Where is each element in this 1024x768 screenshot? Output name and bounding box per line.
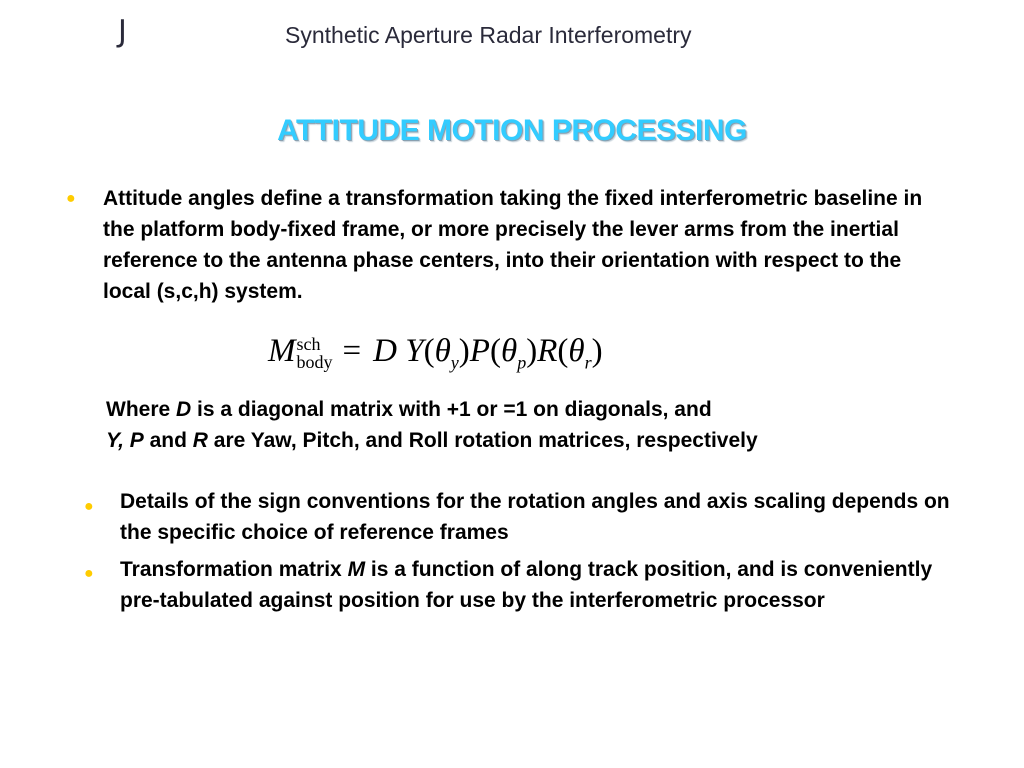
- bullet-icon: ●: [66, 190, 76, 207]
- slide-title: ATTITUDE MOTION PROCESSING: [277, 114, 747, 147]
- equation: [268, 333, 603, 374]
- eq-equals: =: [342, 333, 362, 369]
- eq-P: P: [469, 333, 490, 369]
- eq-open-1: (: [423, 333, 435, 369]
- eq-sub-r: r: [584, 352, 592, 373]
- note-line-2: Y, P and R are Yaw, Pitch, and Roll rotation matrices, respectively: [106, 429, 758, 452]
- eq-sub-body: body: [296, 352, 333, 373]
- eq-close-1: ): [458, 333, 470, 369]
- note-line-1: Where D is a diagonal matrix with +1 or =1 on diagonals, and: [106, 398, 712, 421]
- eq-Y: Y: [405, 333, 424, 369]
- eq-D: D: [373, 333, 397, 369]
- bullet-text-2: Details of the sign conventions for the rotation angles and axis scaling depends on the specific choice of reference frames: [120, 490, 950, 544]
- eq-M: M: [268, 333, 296, 369]
- logo: J: [118, 14, 127, 49]
- eq-open-3: (: [557, 333, 569, 369]
- equation-note: [106, 394, 956, 456]
- eq-theta-2: θ: [500, 333, 518, 369]
- header-title: Synthetic Aperture Radar Interferometry: [285, 22, 692, 48]
- bullet-icon: ●: [84, 565, 94, 582]
- bullet-text-3: Transformation matrix M is a function of along track position, and is conveniently pre-tabulated against position for use by the interferometric processor: [120, 558, 933, 612]
- bullet-icon: ●: [84, 498, 94, 515]
- eq-sub-p: p: [517, 352, 527, 373]
- eq-open-2: (: [489, 333, 501, 369]
- eq-close-2: ): [526, 333, 538, 369]
- eq-sup-sch: sch: [296, 334, 321, 355]
- eq-theta-3: θ: [568, 333, 585, 369]
- bullet-text-1: Attitude angles define a transformation taking the fixed interferometric baseline in the platform body-fixed frame, or more precisely the lever arms from the inertial reference to the antenna phase centers, into their orientation with respect to the local (s,c,h) system.: [103, 187, 923, 303]
- eq-sub-y: y: [450, 352, 459, 373]
- eq-close-3: ): [591, 333, 603, 369]
- eq-R: R: [537, 333, 558, 369]
- eq-theta-1: θ: [434, 333, 451, 369]
